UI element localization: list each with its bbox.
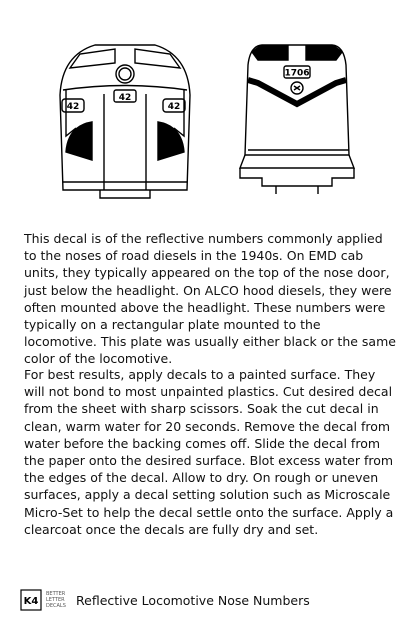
emd-right-number-board: 42	[167, 102, 181, 112]
brand-logo	[20, 589, 42, 611]
product-title: Reflective Locomotive Nose Numbers	[76, 592, 310, 608]
alco-number-plate: 1706	[284, 68, 310, 79]
emd-door-number: 42	[118, 93, 132, 103]
logo-letters: K4	[23, 596, 39, 607]
emd-cab-unit-drawing	[60, 45, 190, 198]
instructions-paragraph: For best results, apply decals to a painted surface. They will not bond to most unpainted plastics. Cut desired decal from the sheet with sharp scissors. Soak the cut decal in clean, warm water for 20 seconds. Remove the decal from water before the backing comes off. Slide the decal from the paper onto the desired surface. Blot excess water from the edges of the decal. Allow to dry. On rough or uneven surfaces, apply a decal setting solution such as Microscale Micro-Set to help the decal settle onto the surface. Apply a clearcoat once the decals are fully dry and set.	[24, 367, 394, 537]
logo-tagline	[46, 591, 70, 609]
locomotive-nose-drawings	[0, 0, 416, 215]
description-paragraph: This decal is of the reflective numbers commonly applied to the noses of road diesels in the 1940s. On EMD cab units, they typically appeared on the top of the nose door, just below the headlight. On ALCO hood diesels, they were often mounted above the headlight. These numbers were typically on a rectangular plate mounted to the locomotive. This plate was usually either black or the same color of the locomotive.	[24, 231, 396, 367]
logo-tagline-line-2: LETTER	[46, 597, 65, 603]
logo-tagline-line-1: BETTER	[46, 591, 66, 597]
emd-left-number-board: 42	[66, 102, 80, 112]
alco-hood-unit-drawing	[240, 45, 354, 194]
logo-tagline-line-3: DECALS	[46, 603, 66, 609]
footer	[20, 588, 310, 612]
